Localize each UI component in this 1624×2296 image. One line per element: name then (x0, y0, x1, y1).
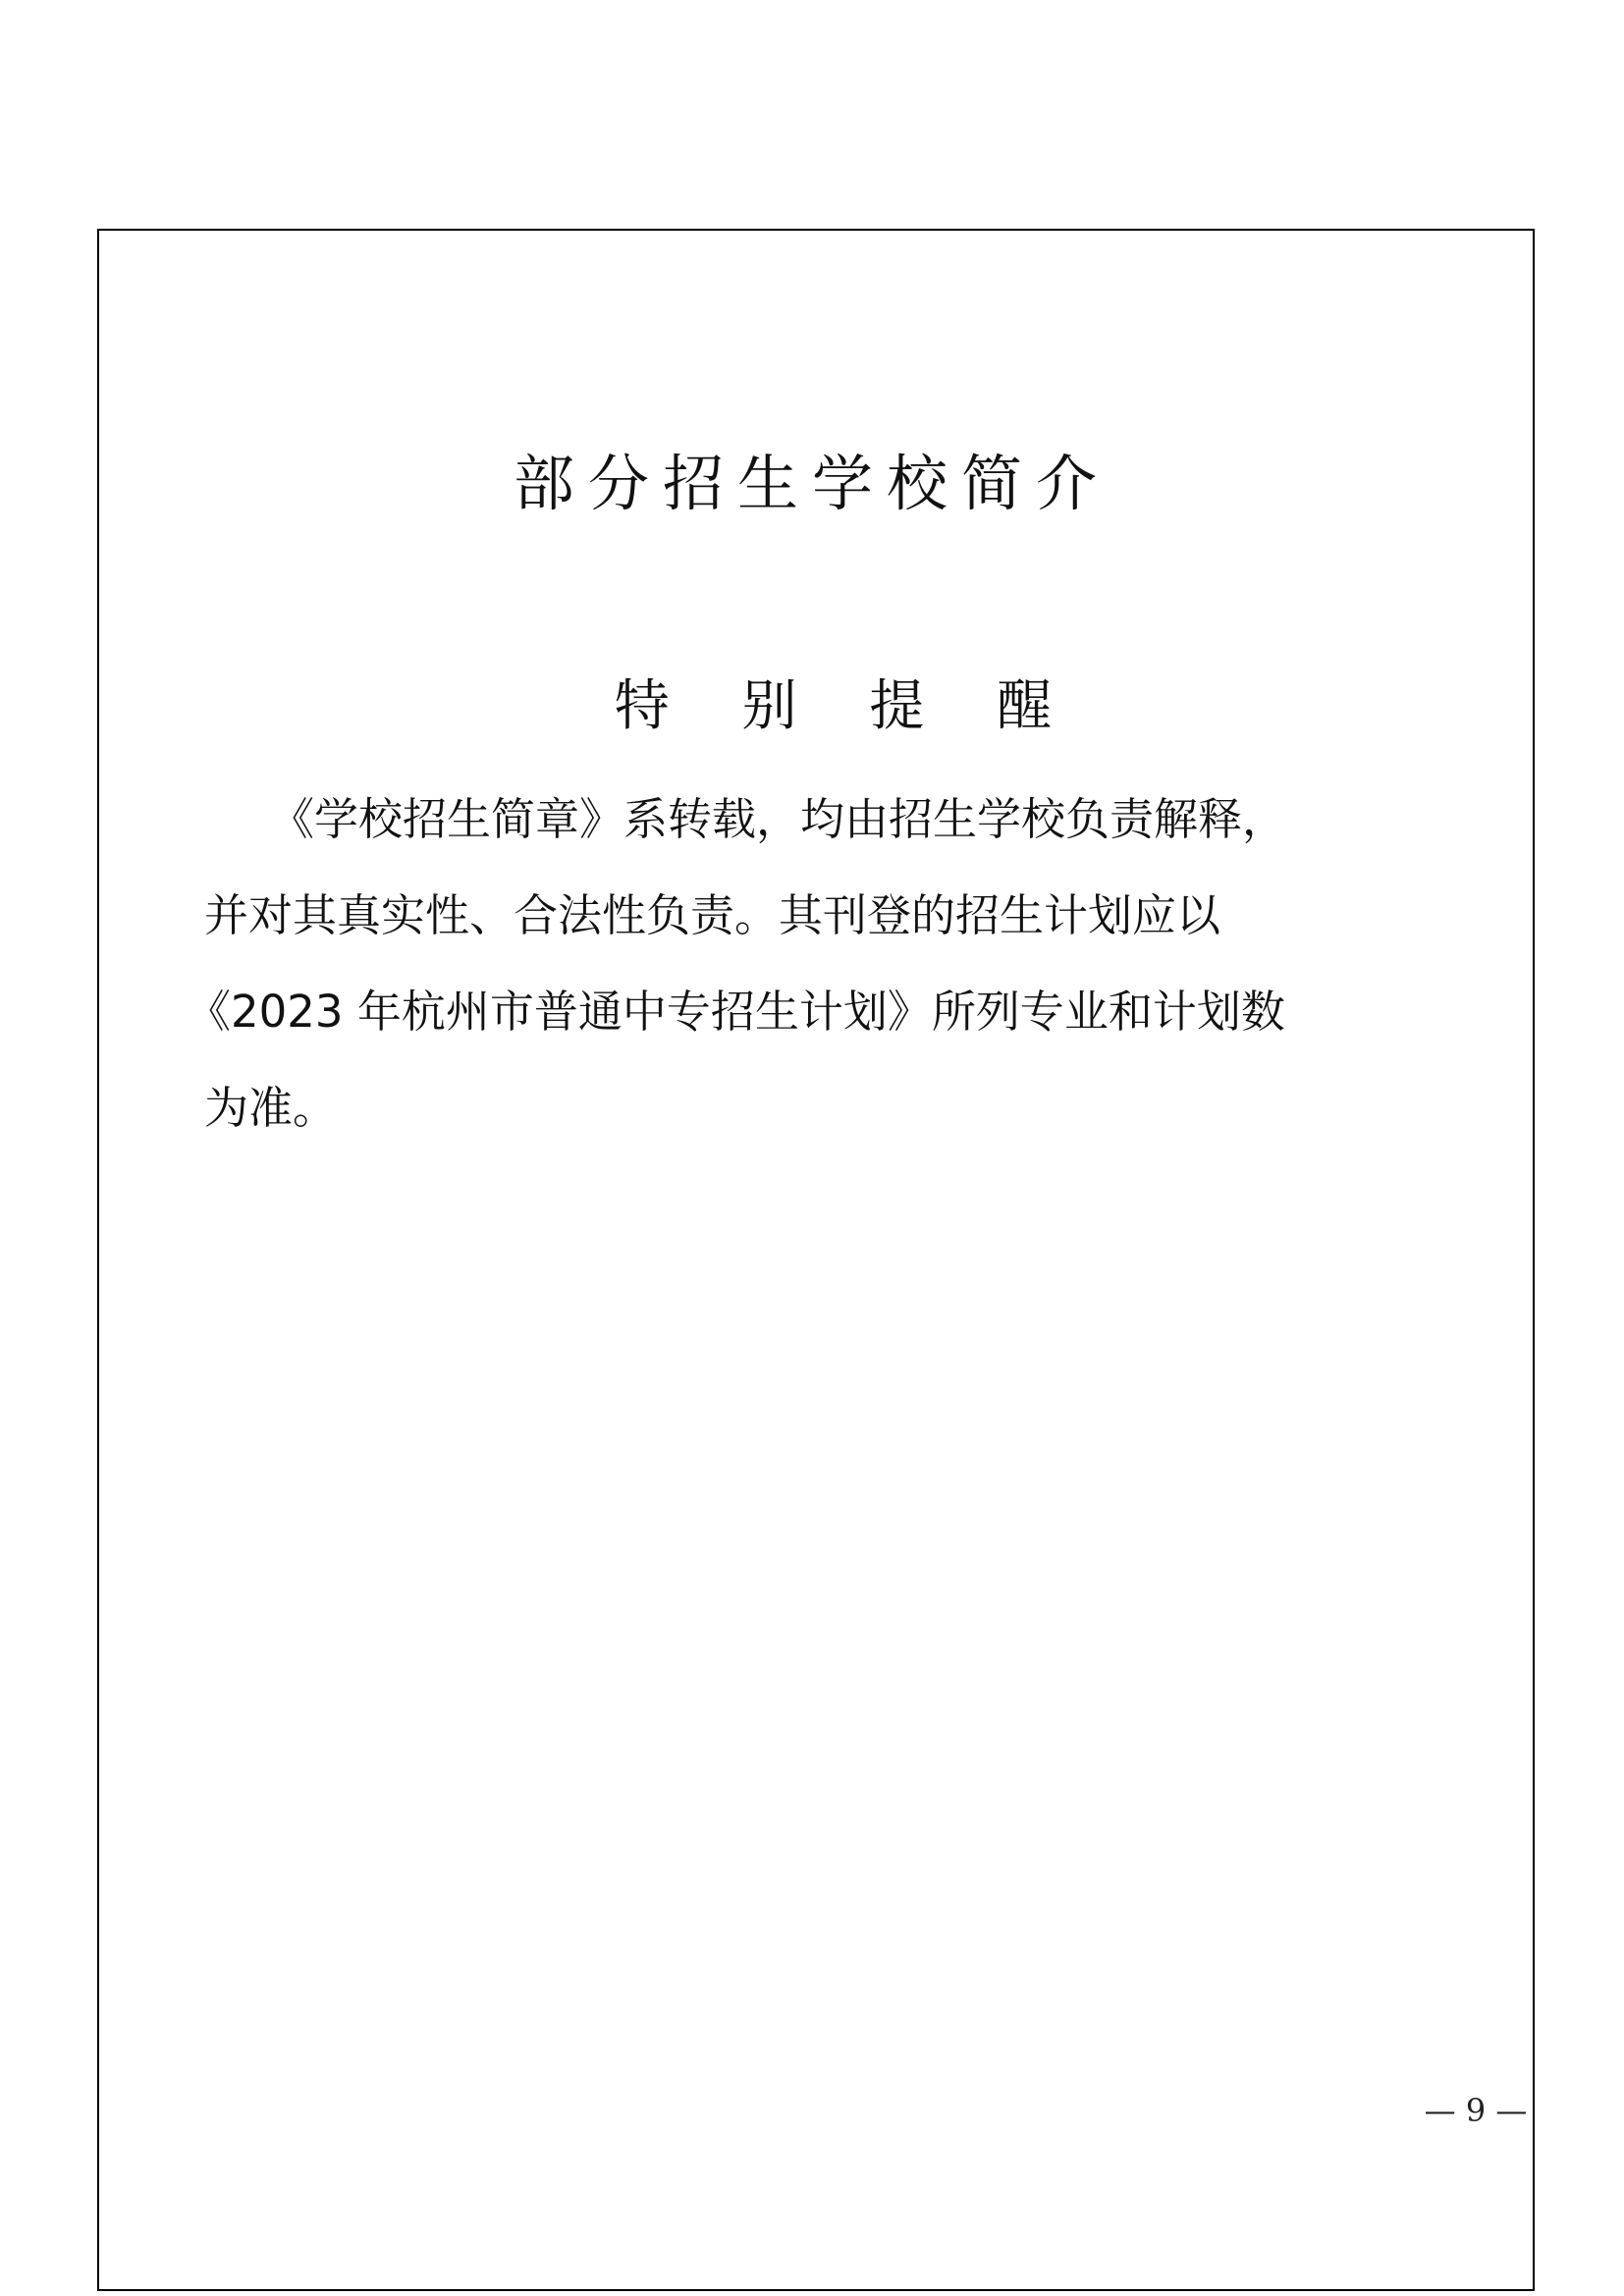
page-number: — 9 — (1424, 2092, 1528, 2129)
page-border-frame (97, 229, 1535, 2291)
notice-paragraph (187, 772, 1402, 1156)
notice-line-1: 《学校招生简章》系转载，均由招生学校负责解释， (270, 793, 1287, 845)
page-title: 部分招生学校简介 (513, 448, 1110, 519)
notice-heading: 特 别 提 醒 (614, 674, 1080, 738)
notice-line-4: 为准。 (204, 1082, 338, 1134)
notice-line-2: 并对其真实性、合法性负责。其刊登的招生计划应以 (204, 889, 1221, 941)
notice-line-3: 《2023 年杭州市普通中专招生计划》所列专业和计划数 (187, 986, 1285, 1038)
